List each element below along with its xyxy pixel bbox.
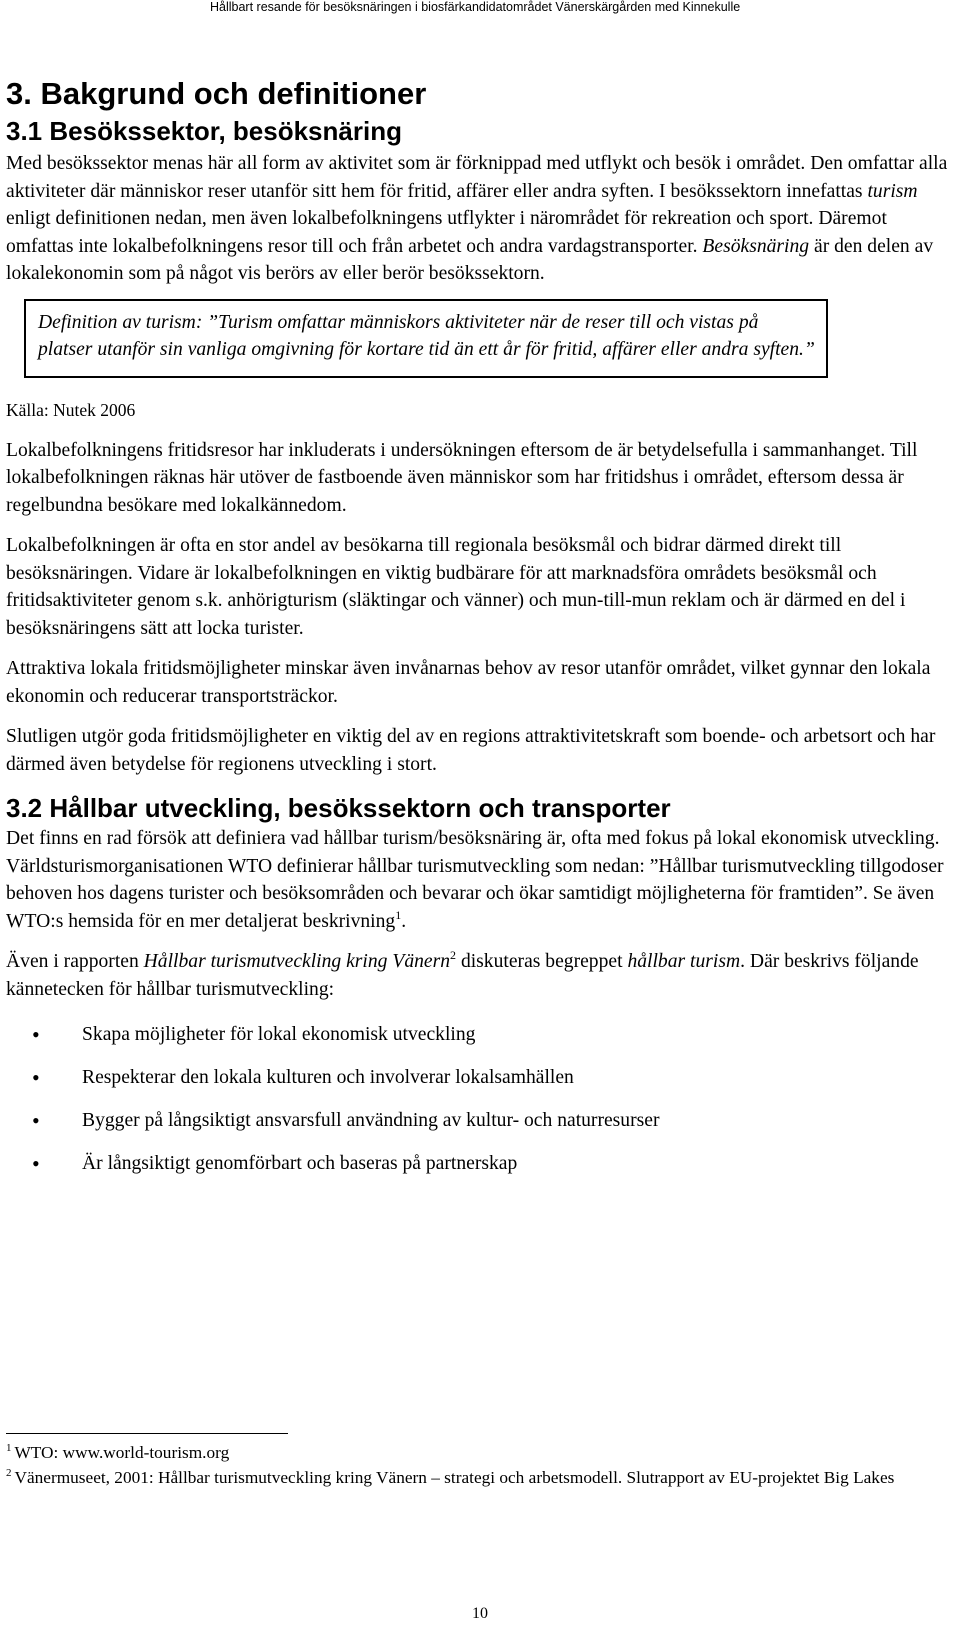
footnote-marker: 1 bbox=[6, 1442, 12, 1454]
section-3-1-heading: 3.1 Besökssektor, besöksnäring bbox=[6, 116, 402, 146]
paragraph-hallbar-turism bbox=[6, 825, 954, 935]
definition-box: Definition av turism: ”Turism omfattar människors aktiviteter när de reser till och vistas på platser utanför sin vanliga omgivning för kortare tid än ett år för fritid, affärer eller andra syften.” bbox=[24, 299, 828, 378]
paragraph-text: Även i rapporten bbox=[6, 951, 144, 972]
list-item: • Bygger på långsiktigt ansvarsfull användning av kultur- och naturresurser bbox=[6, 1107, 954, 1135]
paragraph-text: enligt definitionen nedan, men även lokalbefolkningens utflykter i närområdet för rekreation och sport. Däremot omfattas inte lokalbefolkningens resor till och från arbetet och andra vardagstransporter. bbox=[6, 208, 887, 257]
paragraph-text: . Där beskrivs följande kännetecken för hållbar turismutveckling: bbox=[6, 951, 919, 1000]
footnotes bbox=[6, 1441, 954, 1490]
paragraph-lokalbefolkning: Lokalbefolkningens fritidsresor har inkluderats i undersökningen eftersom de är betydelsefulla i sammanhanget. Till lokalbefolkningen räknas här utöver de fastboende även människor som har fritidshus i området, eftersom dessa är regelbundna besökare med lokalkännedom. bbox=[6, 439, 918, 516]
paragraph-rapport bbox=[6, 948, 954, 1003]
page-number: 10 bbox=[472, 1605, 488, 1622]
page-content bbox=[6, 74, 954, 1193]
footnote-divider bbox=[6, 1433, 288, 1434]
feature-list bbox=[6, 1021, 954, 1178]
section-3-heading: 3. Bakgrund och definitioner bbox=[6, 76, 427, 111]
paragraph-text: diskuteras begreppet bbox=[456, 951, 628, 972]
paragraph-text: Det finns en rad försök att definiera vad hållbar turism/besöksnäring är, ofta med fokus på lokal ekonomisk utveckling. Världsturismorganisationen WTO definierar hållbar turismutveckling som nedan: ”Hållbar turismutveckling tillgodoser behoven hos dagens turister och besöksområden och bevarar och ökar samtidigt möjligheterna för framtiden”. Se även WTO:s hemsida för en mer detaljerat beskrivning bbox=[6, 828, 944, 932]
paragraph-text: . bbox=[401, 910, 407, 932]
footnote-ref-1[interactable]: 1 bbox=[395, 907, 402, 922]
term-turism: turism bbox=[867, 180, 918, 202]
footnote-2 bbox=[6, 1466, 954, 1491]
footnote-ref-2[interactable]: 2 bbox=[450, 948, 457, 962]
paragraph-besokare: Lokalbefolkningen är ofta en stor andel av besökarna till regionala besöksmål och bidrar därmed direkt till besöksnäringen. Vidare är lokalbefolkningen en viktig budbärare för att marknadsföra områdets besöksmål och fritidsaktiviteter genom s.k. anhörigturism (släktingar och vänner) och mun-till-mun reklam och är därmed en del i besöksnäringens sätt att locka turister. bbox=[6, 535, 906, 639]
term-hallbar-turism: hållbar turism bbox=[627, 951, 741, 972]
list-item: • Skapa möjligheter för lokal ekonomisk utveckling bbox=[6, 1021, 954, 1049]
paragraph-besokssektor bbox=[6, 150, 954, 288]
term-besoksnaring: Besöksnäring bbox=[702, 235, 810, 257]
paragraph-text: Med besökssektor menas här all form av aktivitet som är förknippad med utflykt och besök i området. Den omfattar alla aktiviteter där människor reser utanför sitt hem för fritid, affärer eller andra syften. I besökssektorn innefattas bbox=[6, 153, 948, 202]
list-item: • Respekterar den lokala kulturen och involverar lokalsamhällen bbox=[6, 1064, 954, 1092]
footnote-text: Vänermuseet, 2001: Hållbar turismutveckling kring Vänern – strategi och arbetsmodell. Slutrapport av EU-projektet Big Lakes bbox=[14, 1467, 895, 1487]
source-citation: Källa: Nutek 2006 bbox=[6, 399, 136, 420]
footnote-1 bbox=[6, 1441, 954, 1466]
paragraph-fritidsmojligheter: Attraktiva lokala fritidsmöjligheter minskar även invånarnas behov av resor utanför området, vilket gynnar den lokala ekonomin och reducerar transportsträckor. bbox=[6, 658, 931, 707]
footnote-marker: 2 bbox=[6, 1466, 12, 1479]
section-3-2-heading: 3.2 Hållbar utveckling, besökssektorn och transporter bbox=[6, 793, 671, 823]
report-title: Hållbar turismutveckling kring Vänern bbox=[143, 951, 451, 972]
running-header: Hållbart resande för besöksnäringen i biosfärkandidatområdet Vänerskärgården med Kinnekulle bbox=[210, 0, 741, 14]
paragraph-attraktivitet: Slutligen utgör goda fritidsmöjligheter en viktig del av en regions attraktivitetskraft som boende- och arbetsort och har därmed även betydelse för regionens utveckling i stort. bbox=[6, 726, 936, 775]
paragraph-text: är den delen av lokalekonomin som på något vis berörs av eller berör besökssektorn. bbox=[6, 235, 934, 284]
list-item: • Är långsiktigt genomförbart och baseras på partnerskap bbox=[6, 1150, 954, 1178]
footnote-text: WTO: www.world-tourism.org bbox=[14, 1443, 230, 1462]
